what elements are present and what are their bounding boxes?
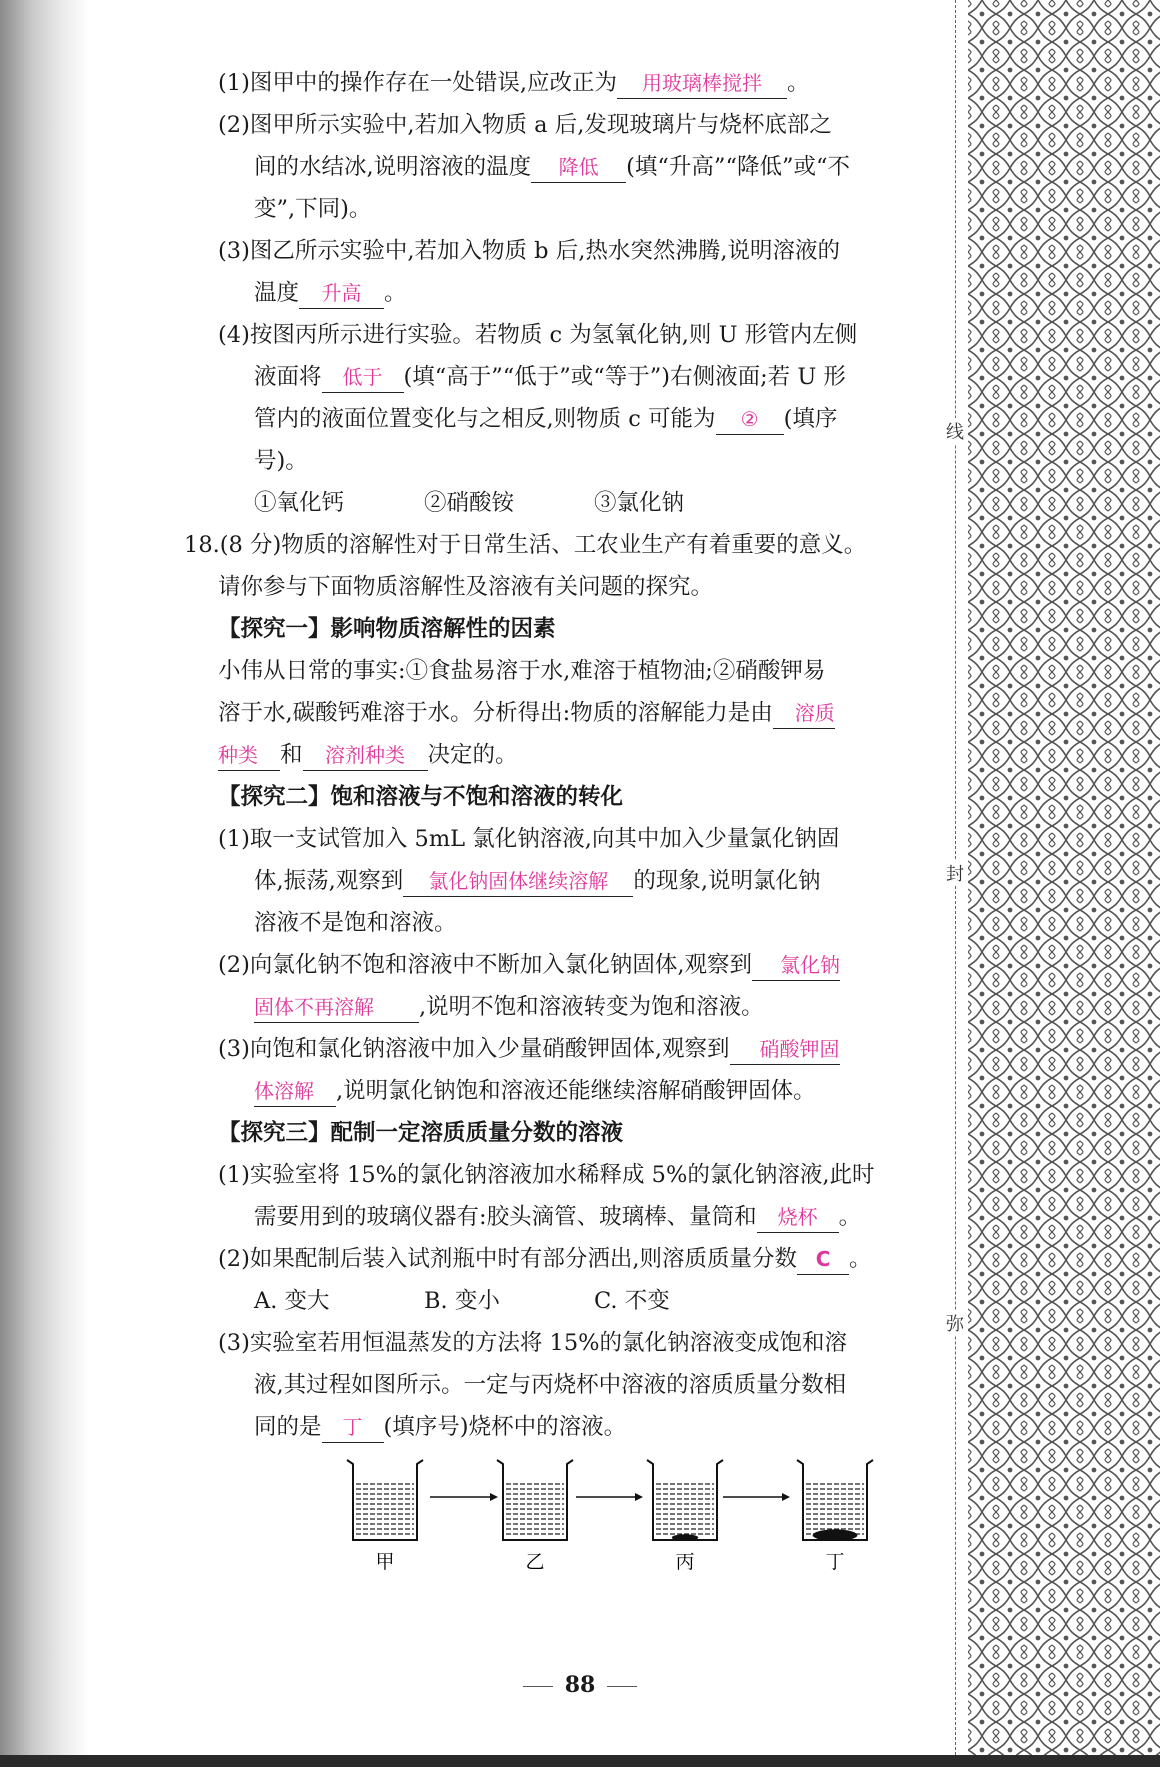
answer-blank[interactable]: 氯化钠	[752, 950, 840, 981]
beaker-label-ding: 丁	[825, 1551, 845, 1572]
section-heading-3: 【探究三】配制一定溶质质量分数的溶液	[218, 1120, 624, 1146]
q17-part3-line1: (3)图乙所示实验中,若加入物质 b 后,热水突然沸腾,说明溶液的	[218, 238, 841, 264]
answer-blank[interactable]: 升高	[299, 278, 384, 309]
s2-part3-line1: (3)向饱和氯化钠溶液中加入少量硝酸钾固体,观察到 硝酸钾固	[218, 1028, 933, 1070]
s3-part3-line2: 液,其过程如图所示。一定与丙烧杯中溶液的溶质质量分数相	[254, 1372, 847, 1398]
answer-blank[interactable]: 低于	[322, 362, 404, 393]
option-item: C. 不变	[594, 1288, 670, 1314]
margin-label-mi: 弥	[944, 1310, 966, 1336]
answer-blank[interactable]: ②	[716, 404, 784, 435]
s3-part2-line1: (2)如果配制后装入试剂瓶中时有部分洒出,则溶质质量分数 C 。	[218, 1238, 933, 1280]
q17-part2-line1: (2)图甲所示实验中,若加入物质 a 后,发现玻璃片与烧杯底部之	[218, 112, 832, 138]
section-heading-1: 【探究一】影响物质溶解性的因素	[218, 616, 556, 642]
q17-part4-line2: 液面将 低于 (填“高于”“低于”或“等于”)右侧液面;若 U 形	[218, 356, 933, 398]
arrow	[576, 1493, 643, 1501]
s3-part2-options	[218, 1280, 933, 1322]
margin-label-xian: 线	[944, 418, 966, 444]
q17-part2-line2: 间的水结冰,说明溶液的温度 降低 (填“升高”“降低”或“不	[218, 146, 933, 188]
beaker-label-yi: 乙	[525, 1551, 545, 1572]
answer-blank[interactable]: 烧杯	[757, 1202, 839, 1233]
beaker-label-bing: 丙	[675, 1551, 695, 1572]
answer-blank[interactable]: 氯化钠固体继续溶解	[403, 866, 633, 897]
q17-options	[218, 482, 933, 524]
bottom-edge	[0, 1755, 1160, 1767]
s3-part3-line3: 同的是 丁 (填序号)烧杯中的溶液。	[218, 1406, 933, 1448]
page-number: 88	[0, 1672, 1160, 1698]
s2-part3-line2: 体溶解 ,说明氯化钠饱和溶液还能继续溶解硝酸钾固体。	[218, 1070, 933, 1112]
s1-line2: 溶于水,碳酸钙难溶于水。分析得出:物质的溶解能力是由 溶质	[218, 692, 933, 734]
answer-blank[interactable]: 体溶解	[254, 1076, 336, 1107]
s3-part3-line1: (3)实验室若用恒温蒸发的方法将 15%的氯化钠溶液变成饱和溶	[218, 1330, 848, 1356]
s1-line3: 种类 和 溶剂种类 决定的。	[218, 734, 933, 776]
beaker	[497, 1460, 573, 1540]
q17-part3-line2: 温度 升高 。	[218, 272, 933, 314]
precipitate	[672, 1534, 698, 1541]
answer-blank[interactable]: 用玻璃棒搅拌	[617, 68, 787, 99]
s2-part1-line3: 溶液不是饱和溶液。	[254, 910, 457, 936]
answer-blank[interactable]: C	[797, 1244, 849, 1275]
q17-part4-line3: 管内的液面位置变化与之相反,则物质 c 可能为 ② (填序	[218, 398, 933, 440]
s2-part2-line2: 固体不再溶解 ,说明不饱和溶液转变为饱和溶液。	[218, 986, 933, 1028]
s1-line1: 小伟从日常的事实:①食盐易溶于水,难溶于植物油;②硝酸钾易	[218, 658, 826, 684]
decorative-pattern-border	[968, 0, 1160, 1755]
answer-blank[interactable]: 硝酸钾固	[730, 1034, 840, 1065]
arrow	[430, 1493, 498, 1501]
q18-line1: 18.(8 分)物质的溶解性对于日常生活、工农业生产有着重要的意义。	[184, 532, 867, 558]
option-item: ②硝酸铵	[424, 490, 515, 516]
precipitate	[813, 1529, 858, 1541]
q18-line2: 请你参与下面物质溶解性及溶液有关问题的探究。	[218, 574, 714, 600]
beaker-label-jia: 甲	[375, 1551, 395, 1572]
s3-part1-line2: 需要用到的玻璃仪器有:胶头滴管、玻璃棒、量筒和 烧杯 。	[218, 1196, 933, 1238]
beaker	[797, 1460, 873, 1541]
option-item: ③氯化钠	[594, 490, 685, 516]
answer-blank[interactable]: 种类	[218, 740, 280, 771]
question-content	[184, 62, 933, 1448]
beaker-evaporation-figure	[340, 1452, 880, 1572]
option-item: B. 变小	[424, 1288, 500, 1314]
beaker	[647, 1460, 723, 1541]
s2-part2-line1: (2)向氯化钠不饱和溶液中不断加入氯化钠固体,观察到 氯化钠	[218, 944, 933, 986]
section-heading-2: 【探究二】饱和溶液与不饱和溶液的转化	[218, 784, 624, 810]
s3-part1-line1: (1)实验室将 15%的氯化钠溶液加水稀释成 5%的氯化钠溶液,此时	[218, 1162, 875, 1188]
beaker	[347, 1460, 423, 1540]
answer-blank[interactable]: 固体不再溶解	[254, 992, 419, 1023]
answer-blank[interactable]: 溶剂种类	[303, 740, 428, 771]
q17-part4-line4: 号)。	[254, 448, 308, 474]
margin-label-feng: 封	[944, 860, 966, 886]
option-item: A. 变大	[254, 1288, 330, 1314]
option-item: ①氧化钙	[254, 490, 345, 516]
answer-blank[interactable]: 降低	[531, 152, 626, 183]
s2-part1-line2: 体,振荡,观察到 氯化钠固体继续溶解 的现象,说明氯化钠	[218, 860, 933, 902]
q17-part4-line1: (4)按图丙所示进行实验。若物质 c 为氢氧化钠,则 U 形管内左侧	[218, 322, 858, 348]
page-gutter-shadow	[0, 0, 90, 1767]
arrow	[723, 1493, 790, 1501]
s2-part1-line1: (1)取一支试管加入 5mL 氯化钠溶液,向其中加入少量氯化钠固	[218, 826, 840, 852]
q17-part1: (1)图甲中的操作存在一处错误,应改正为 用玻璃棒搅拌 。	[218, 62, 933, 104]
answer-blank[interactable]: 溶质	[773, 698, 835, 729]
answer-blank[interactable]: 丁	[322, 1412, 384, 1443]
q17-part2-line3: 变”,下同)。	[254, 196, 372, 222]
